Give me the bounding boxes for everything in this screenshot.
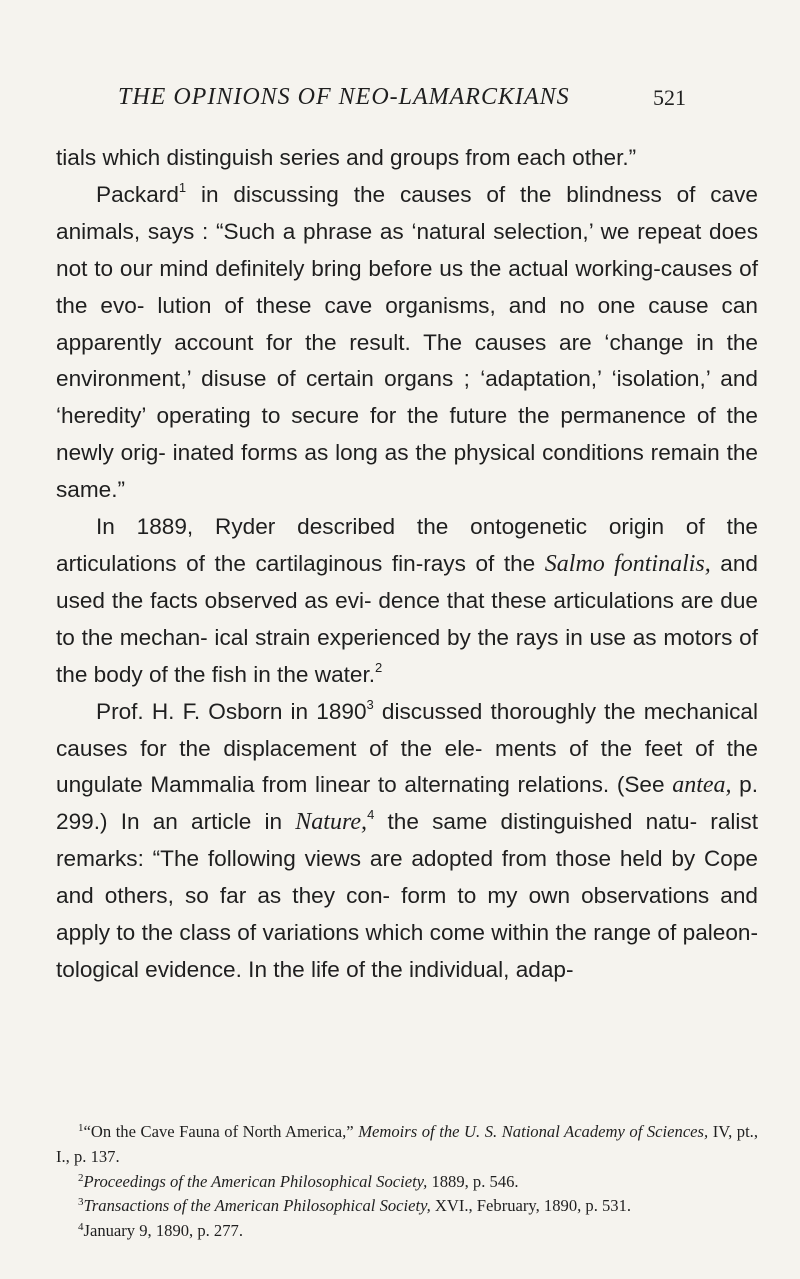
text-run: Packard <box>96 181 179 207</box>
paragraph-packard <box>56 177 758 509</box>
text-run: In 1889, Ryder described the ontogenetic origin of the articulations of the cartilaginous fin-rays of the <box>56 514 758 576</box>
text-run: Prof. H. F. Osborn in 1890 <box>96 698 367 724</box>
text-run: January 9, 1890, p. 277. <box>83 1221 243 1241</box>
footnote-ref: 3 <box>366 696 374 712</box>
paragraph-osborn <box>56 694 758 989</box>
page-number: 521 <box>653 85 686 110</box>
italic-citation: Memoirs of the U. S. National Academy of Sciences, <box>358 1122 709 1141</box>
running-title: THE OPINIONS OF NEO-LAMARCKIANS <box>118 84 570 110</box>
text-run: discussed thoroughly the mechanical causes for the displacement of the ele- ments of the feet of the ungulate Mammalia from linear to alternating relations. (See <box>56 698 758 798</box>
text-run: 1889, p. 546. <box>427 1171 519 1191</box>
footnote-1 <box>56 1120 758 1170</box>
footnotes <box>56 1120 758 1244</box>
text-run: in discussing the causes of the blindness of cave animals, says : “Such a phrase as ‘natural selection,’ we repeat does not to our mind definitely bring before us the actual working-causes of the evo- lution of these cave organisms, and no one cause can apparently account for the result. The causes are ‘change in the environment,’ disuse of certain organs ; ‘adaptation,’ ‘isolation,’ and ‘heredity’ operating to secure for the future the permanence of the newly orig- inated forms as long as the physical conditions remain the same.” <box>56 181 758 503</box>
footnote-4 <box>56 1219 758 1244</box>
page-header <box>0 84 800 124</box>
footnote-marker: 1 <box>78 1122 84 1134</box>
text-run: IV, pt., I., p. 137. <box>56 1122 758 1166</box>
text-run: “On the Cave Fauna of North America,” <box>83 1122 359 1141</box>
italic-journal-name: Nature, <box>295 809 368 836</box>
text-run: tials which distinguish series and groups from each other.” <box>56 145 637 170</box>
italic-term: antea, <box>672 772 732 799</box>
footnote-ref: 2 <box>375 659 383 675</box>
footnote-marker: 3 <box>78 1196 84 1209</box>
italic-citation: Proceedings of the American Philosophical Society, <box>83 1171 428 1191</box>
footnote-marker: 4 <box>78 1221 84 1234</box>
italic-citation: Transactions of the American Philosophical Society, <box>83 1196 431 1216</box>
footnote-ref: 1 <box>178 179 187 195</box>
text-run: and used the facts observed as evi- dence that these articulations are due to the mechan- ical strain experienced by the rays in use as motors of the body of the fish in the water. <box>56 550 758 687</box>
text-run: the same distinguished natu- ralist remarks: “The following views are adopted from those held by Cope and others, so far as they con- form to my own observations and apply to the class of variations which come within the range of paleon- tological evidence. In the life of the individual, adap- <box>56 809 758 982</box>
italic-species-name: Salmo fontinalis, <box>544 550 711 577</box>
footnote-ref: 4 <box>367 807 375 823</box>
text-run: XVI., February, 1890, p. 531. <box>430 1196 632 1216</box>
footnote-2 <box>56 1170 758 1195</box>
paragraph-continued <box>56 140 758 177</box>
footnote-3 <box>56 1194 758 1219</box>
body-text <box>56 140 758 989</box>
text-run: p. 299.) In an article in <box>56 772 758 835</box>
paragraph-ryder <box>56 509 758 694</box>
footnote-marker: 2 <box>78 1171 84 1184</box>
